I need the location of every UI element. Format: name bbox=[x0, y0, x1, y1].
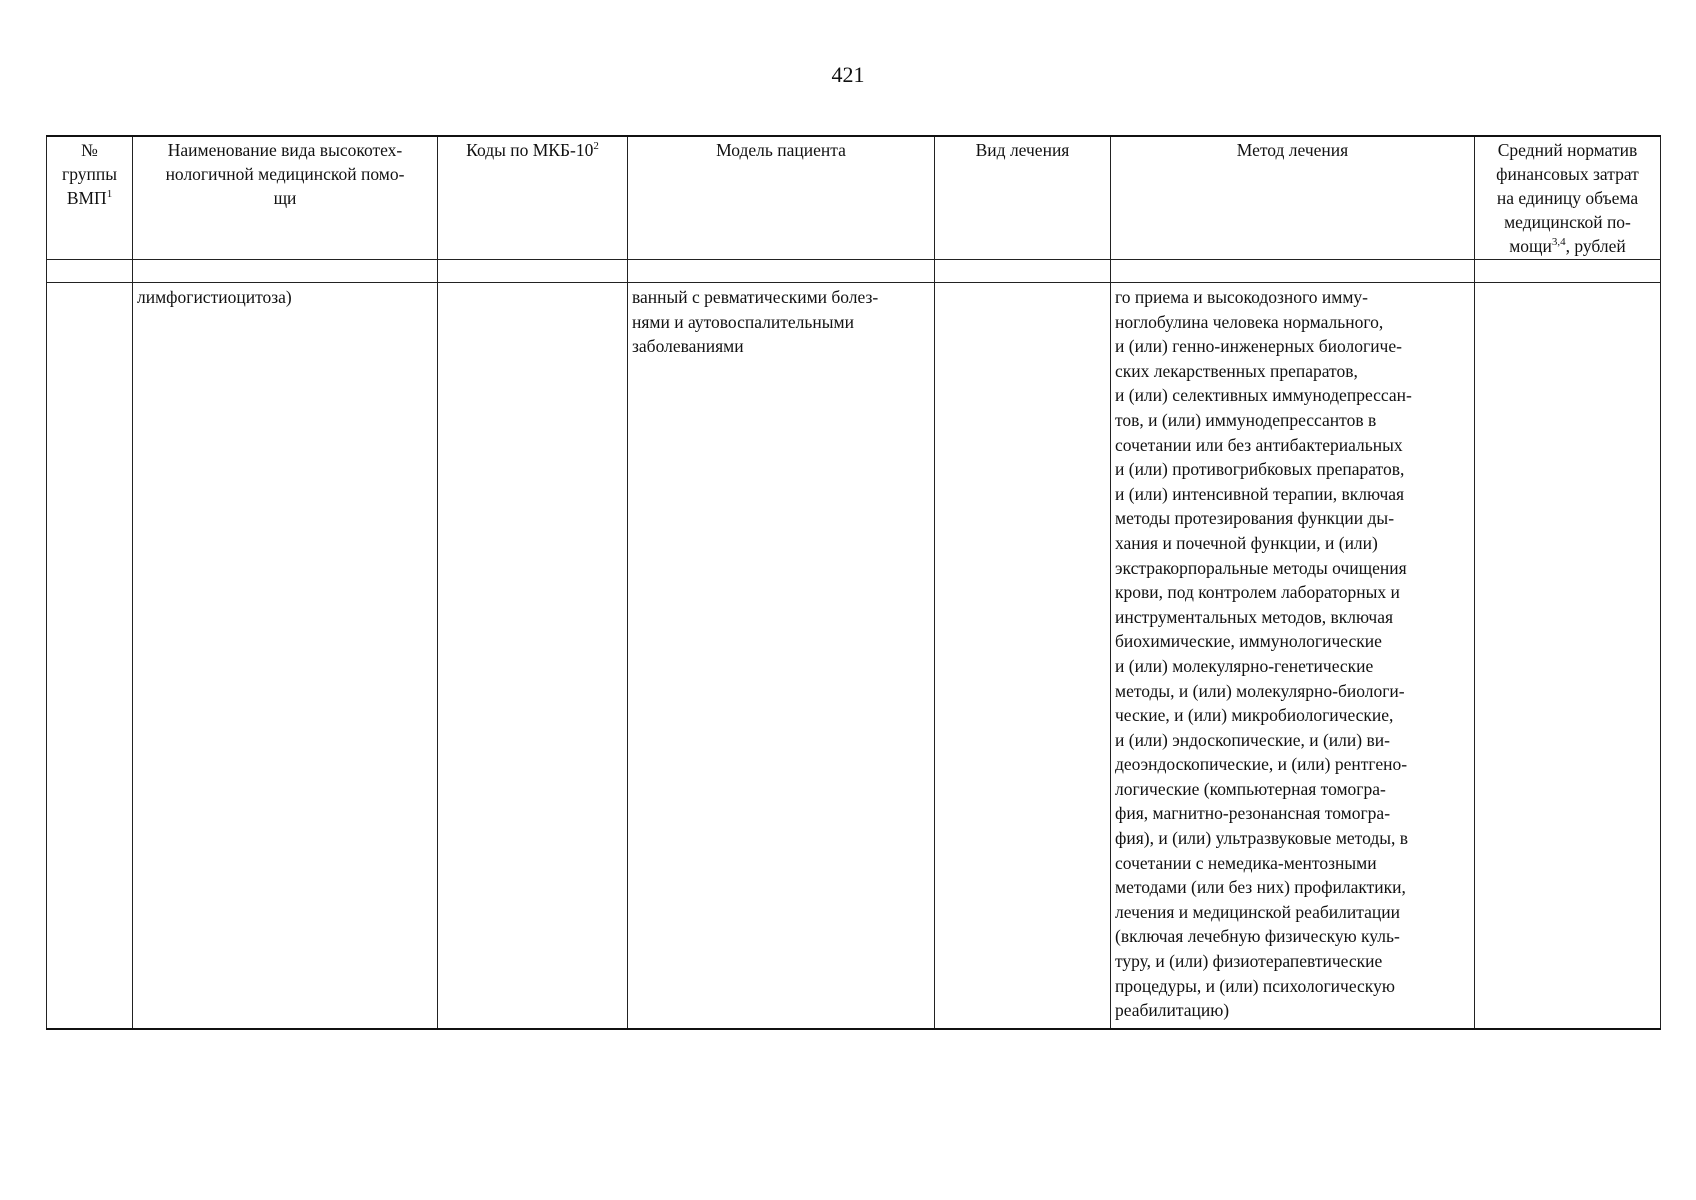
cell-group-number bbox=[47, 283, 133, 1030]
header-average-cost: Средний норматив финансовых затрат на единицу объема медицинской по- мощи$^{3,4}$, рублей bbox=[1475, 136, 1661, 260]
cell-patient-model: ванный с ревматическими болез- нями и аутовоспалительными заболеваниями bbox=[628, 283, 935, 1030]
cell-average-cost bbox=[1475, 283, 1661, 1030]
cell-treatment-type bbox=[935, 283, 1111, 1030]
cell-treatment-method: го приема и высокодозного имму- ноглобулина человека нормального, и (или) генно-инженерных биологиче- ских лекарственных препаратов, и (или) селективных иммунодепрессан- тов, и (или) иммунодепрессантов в сочетании или без антибактериальных и (или) противогрибковых препаратов, и (или) интенсивной терапии, включая методы протезирования функции ды- хания и почечной функции, и (или) экстракорпоральные методы очищения крови, под контролем лабораторных и инструментальных методов, включая биохимические, иммунологические и (или) молекулярно-генетические методы, и (или) молекулярно-биологи- ческие, и (или) микробиологические, и (или) эндоскопические, и (или) ви- деоэндоскопические, и (или) рентгено- логические (компьютерная томогра- фия, магнитно-резонансная томогра- фия), и (или) ультразвуковые методы, в сочетании с немедика-ментозными методами (или без них) профилактики, лечения и медицинской реабилитации (включая лечебную физическую куль- туру, и (или) физиотерапевтические процедуры, и (или) психологическую реабилитацию) bbox=[1111, 283, 1475, 1030]
column-number-row bbox=[47, 260, 1661, 283]
table-header-row bbox=[47, 136, 1661, 260]
header-patient-model: Модель пациента bbox=[628, 136, 935, 260]
table-row bbox=[47, 283, 1661, 1030]
header-treatment-type: Вид лечения bbox=[935, 136, 1111, 260]
spacer-cell bbox=[1475, 260, 1661, 283]
header-icd10-codes: Коды по МКБ-$10^2$ bbox=[438, 136, 628, 260]
spacer-cell bbox=[1111, 260, 1475, 283]
header-group-number: № группы ВМП$^1$ bbox=[47, 136, 133, 260]
spacer-cell bbox=[133, 260, 438, 283]
spacer-cell bbox=[628, 260, 935, 283]
spacer-cell bbox=[438, 260, 628, 283]
cell-care-type-name: лимфогистиоцитоза) bbox=[133, 283, 438, 1030]
treatment-table bbox=[46, 135, 1661, 1030]
spacer-cell bbox=[935, 260, 1111, 283]
cell-icd10-codes bbox=[438, 283, 628, 1030]
page-number: 421 bbox=[831, 62, 865, 87]
header-care-type-name: Наименование вида высокотех- нологичной медицинской помо- щи bbox=[133, 136, 438, 260]
header-treatment-method: Метод лечения bbox=[1111, 136, 1475, 260]
spacer-cell bbox=[47, 260, 133, 283]
